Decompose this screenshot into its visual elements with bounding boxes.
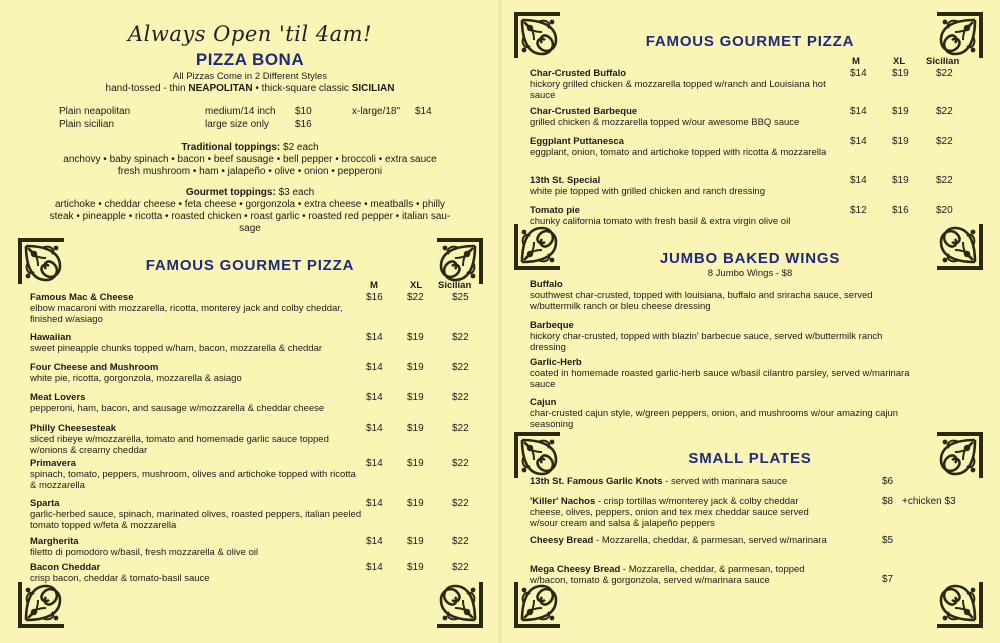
plain-size2: x-large/18": [352, 106, 401, 117]
gourmet-title: Gourmet toppings:: [185, 187, 276, 198]
menu-item: [30, 392, 490, 414]
menu-item: [530, 136, 970, 158]
col-xl: XL: [893, 56, 906, 67]
price-m: $12: [850, 205, 867, 216]
wing-desc: char-crusted cajun style, w/green peppers, onion, and mushrooms w/our amazing cajun seasoning: [530, 408, 899, 430]
item-name: Tomato pie: [530, 205, 580, 216]
trad-line: anchovy • baby spinach • bacon • beef sausage • bell pepper • broccoli • extra sauce: [63, 154, 437, 165]
price-m: $14: [850, 68, 867, 79]
scroll-ornament-icon: [435, 580, 485, 630]
scroll-ornament-icon: [935, 580, 985, 630]
item-desc: white pie topped with grilled chicken and ranch dressing: [530, 186, 765, 197]
menu-item: [30, 536, 490, 558]
menu-item: [30, 458, 490, 491]
styles-c: • thick-square classic: [252, 83, 352, 94]
plate-price: $6: [882, 476, 894, 487]
price-xl: $19: [407, 498, 424, 509]
price-xl: $19: [407, 562, 424, 573]
plate-name: 13th St. Famous Garlic Knots: [530, 476, 663, 487]
tagline: Always Open 'til 4am!: [127, 22, 373, 46]
price-m: $14: [366, 362, 383, 373]
item-name: 13th St. Special: [530, 175, 601, 186]
menu-item: [530, 106, 970, 128]
left-panel: [0, 0, 498, 643]
item-desc: sweet pineapple chunks topped w/ham, bacon, mozzarella & cheddar: [30, 343, 323, 354]
wings-title: JUMBO BAKED WINGS: [659, 250, 841, 267]
price-sicilian: $22: [452, 458, 469, 469]
section-title: FAMOUS GOURMET PIZZA: [645, 33, 855, 50]
plate-detail: - crisp tortillas w/monterey jack & colby cheddar cheese, olives, peppers, onion and tex mex cheddar sauce served w/sour cream and salsa & jalapeño peppers: [530, 496, 809, 529]
menu-item: [30, 423, 490, 456]
menu-item: [530, 205, 970, 227]
plate-name: Mega Cheesy Bread: [530, 564, 621, 575]
price-xl: $16: [892, 205, 909, 216]
price-sicilian: $22: [452, 392, 469, 403]
gourmet-line: artichoke • cheddar cheese • feta cheese • gorgonzola • extra cheese • meatballs • philly: [54, 199, 446, 210]
price-xl: $19: [407, 332, 424, 343]
item-name: Bacon Cheddar: [30, 562, 101, 573]
plate-name: 'Killer' Nachos: [530, 496, 596, 507]
gourmet-toppings: [20, 187, 480, 235]
price-sicilian: $22: [452, 332, 469, 343]
item-desc: filetto di pomodoro w/basil, fresh mozzarella & olive oil: [30, 547, 259, 558]
menu-item: [530, 68, 970, 101]
price-xl: $19: [407, 458, 424, 469]
price-xl: $19: [407, 392, 424, 403]
wing-desc: hickory char-crusted, topped with blazin' barbecue sauce, served w/buttermilk ranch dressing: [530, 331, 883, 353]
menu-item: [30, 332, 490, 354]
col-sicilian: Sicilian: [926, 56, 960, 67]
price-sicilian: $22: [452, 362, 469, 373]
price-m: $16: [366, 292, 383, 303]
scroll-ornament-icon: [435, 236, 485, 286]
scroll-ornament-icon: [935, 10, 985, 60]
plate-item: [530, 496, 970, 529]
plate-price: $8: [882, 496, 894, 507]
price-xl: $19: [407, 536, 424, 547]
price-m: $14: [850, 136, 867, 147]
scroll-ornament-icon: [512, 580, 562, 630]
item-desc: grilled chicken & mozzarella topped w/our awesome BBQ sauce: [530, 117, 800, 128]
scroll-ornament-icon: [512, 222, 562, 272]
plain-name: Plain neapolitan: [59, 106, 131, 117]
plate-detail: - served with marinara sauce: [662, 476, 788, 487]
plate-detail: - Mozzarella, cheddar, & parmesan, topped w/bacon, tomato & gorgonzola, served w/marinara sauce: [530, 564, 805, 586]
item-name: Meat Lovers: [30, 392, 86, 403]
plate-extra: +chicken $3: [902, 496, 956, 507]
plate-price: $5: [882, 535, 894, 546]
menu-item: [30, 362, 490, 384]
scroll-ornament-icon: [935, 222, 985, 272]
item-desc: elbow macaroni with mozzarella, ricotta, monterey jack and colby cheddar, finished w/asiago: [30, 303, 343, 325]
item-desc: white pie, ricotta, gorgonzola, mozzarella & asiago: [30, 373, 242, 384]
plate-desc: [530, 564, 830, 586]
scroll-ornament-icon: [16, 580, 66, 630]
gourmet-price: $3 each: [278, 187, 315, 198]
price-xl: $19: [892, 106, 909, 117]
item-name: Philly Cheesesteak: [30, 423, 117, 434]
gourmet-line: steak • pineapple • ricotta • roasted chicken • roast garlic • roasted red pepper • italian sau-: [49, 211, 451, 222]
scroll-ornament-icon: [512, 10, 562, 60]
scroll-ornament-icon: [512, 430, 562, 480]
plain-price: $16: [295, 119, 312, 130]
menu-item: [30, 562, 490, 584]
item-desc: pepperoni, ham, bacon, and sausage w/mozzarella & cheddar cheese: [30, 403, 325, 414]
wings-sub: 8 Jumbo Wings - $8: [707, 268, 793, 279]
plate-detail: - Mozzarella, cheddar, & parmesan, served w/marinara: [593, 535, 827, 546]
price-sicilian: $22: [452, 423, 469, 434]
plate-name: Cheesy Bread: [530, 535, 594, 546]
plain-row: [59, 106, 459, 119]
price-m: $14: [366, 332, 383, 343]
restaurant-name: PIZZA BONA: [195, 50, 305, 69]
item-name: Char-Crusted Barbeque: [530, 106, 638, 117]
item-desc: sliced ribeye w/mozzarella, tomato and homemade garlic sauce topped w/onions & creamy cheddar: [30, 434, 329, 456]
wing-name: Garlic-Herb: [530, 357, 582, 368]
price-xl: $22: [407, 292, 424, 303]
plain-size: large size only: [205, 119, 269, 130]
item-name: Four Cheese and Mushroom: [30, 362, 159, 373]
price-m: $14: [850, 175, 867, 186]
scroll-ornament-icon: [16, 236, 66, 286]
wing-name: Barbeque: [530, 320, 574, 331]
styles-d: SICILIAN: [351, 83, 395, 94]
plate-item: [530, 476, 970, 487]
col-sicilian: Sicilian: [438, 280, 472, 291]
styles-b: NEAPOLITAN: [188, 83, 253, 94]
gourmet-line: sage: [239, 223, 261, 234]
menu-item: [30, 498, 490, 531]
price-sicilian: $22: [452, 562, 469, 573]
wing-item: [530, 279, 915, 312]
price-xl: $19: [892, 175, 909, 186]
section-title: FAMOUS GOURMET PIZZA: [145, 257, 355, 274]
price-m: $14: [366, 423, 383, 434]
styles-a: hand-tossed - thin: [105, 83, 189, 94]
wing-desc: southwest char-crusted, topped with louisiana, buffalo and sriracha sauce, served w/buttermilk ranch or bleu cheese dressing: [530, 290, 873, 312]
plate-item: [530, 535, 970, 546]
wing-item: [530, 357, 915, 390]
wing-desc: coated in homemade roasted garlic-herb sauce w/basil cilantro parsley, served w/marinara sauce: [530, 368, 910, 390]
menu-item: [30, 292, 490, 325]
styles-detail: [40, 83, 460, 95]
plate-desc: [530, 496, 830, 529]
price-xl: $19: [407, 362, 424, 373]
price-m: $14: [366, 498, 383, 509]
price-sicilian: $25: [452, 292, 469, 303]
wing-item: [530, 320, 915, 353]
price-m: $14: [366, 458, 383, 469]
plain-size: medium/14 inch: [205, 106, 276, 117]
plain-price2: $14: [415, 106, 432, 117]
item-desc: eggplant, onion, tomato and artichoke topped with ricotta & mozzarella: [530, 147, 827, 158]
price-m: $14: [366, 562, 383, 573]
plate-item: [530, 564, 970, 586]
item-name: Primavera: [30, 458, 76, 469]
item-name: Margherita: [30, 536, 79, 547]
item-name: Famous Mac & Cheese: [30, 292, 134, 303]
trad-title: Traditional toppings:: [181, 142, 281, 153]
price-sicilian: $22: [452, 498, 469, 509]
price-xl: $19: [407, 423, 424, 434]
item-desc: chunky california tomato with fresh basil & extra virgin olive oil: [530, 216, 791, 227]
item-name: Sparta: [30, 498, 60, 509]
price-sicilian: $22: [936, 175, 953, 186]
item-desc: hickory grilled chicken & mozzarella topped w/ranch and Louisiana hot sauce: [530, 79, 826, 101]
wing-name: Buffalo: [530, 279, 563, 290]
col-xl: XL: [410, 280, 423, 291]
price-xl: $19: [892, 68, 909, 79]
plate-desc: [530, 535, 830, 546]
wing-name: Cajun: [530, 397, 557, 408]
price-xl: $19: [892, 136, 909, 147]
item-name: Eggplant Puttanesca: [530, 136, 624, 147]
col-m: M: [852, 56, 860, 67]
item-name: Char-Crusted Buffalo: [530, 68, 627, 79]
price-m: $14: [366, 392, 383, 403]
right-panel: [502, 0, 1000, 643]
price-sicilian: $22: [936, 106, 953, 117]
price-m: $14: [850, 106, 867, 117]
col-m: M: [370, 280, 378, 291]
styles-line: All Pizzas Come in 2 Different Styles: [173, 71, 327, 82]
plate-desc: [530, 476, 830, 487]
plain-name: Plain sicilian: [59, 119, 115, 130]
item-name: Hawaiian: [30, 332, 72, 343]
price-sicilian: $22: [936, 68, 953, 79]
trad-price: $2 each: [283, 142, 319, 153]
plain-pizzas: [59, 106, 459, 136]
plates-title: SMALL PLATES: [688, 450, 812, 467]
item-desc: garlic-herbed sauce, spinach, marinated olives, roasted peppers, italian peeled tomato topped w/feta & mozzarella: [30, 509, 362, 531]
plate-price: $7: [882, 574, 894, 585]
wing-item: [530, 397, 915, 430]
item-desc: spinach, tomato, peppers, mushroom, olives and artichoke topped with ricotta & mozzarella: [30, 469, 356, 491]
item-desc: crisp bacon, cheddar & tomato-basil sauce: [30, 573, 210, 584]
trad-line: fresh mushroom • ham • jalapeño • olive • onion • pepperoni: [117, 166, 383, 177]
menu-item: [530, 175, 970, 197]
price-sicilian: $22: [452, 536, 469, 547]
plain-row: [59, 119, 459, 132]
price-sicilian: $22: [936, 136, 953, 147]
traditional-toppings: [30, 142, 470, 178]
plain-price: $10: [295, 106, 312, 117]
scroll-ornament-icon: [935, 430, 985, 480]
price-m: $14: [366, 536, 383, 547]
price-sicilian: $20: [936, 205, 953, 216]
